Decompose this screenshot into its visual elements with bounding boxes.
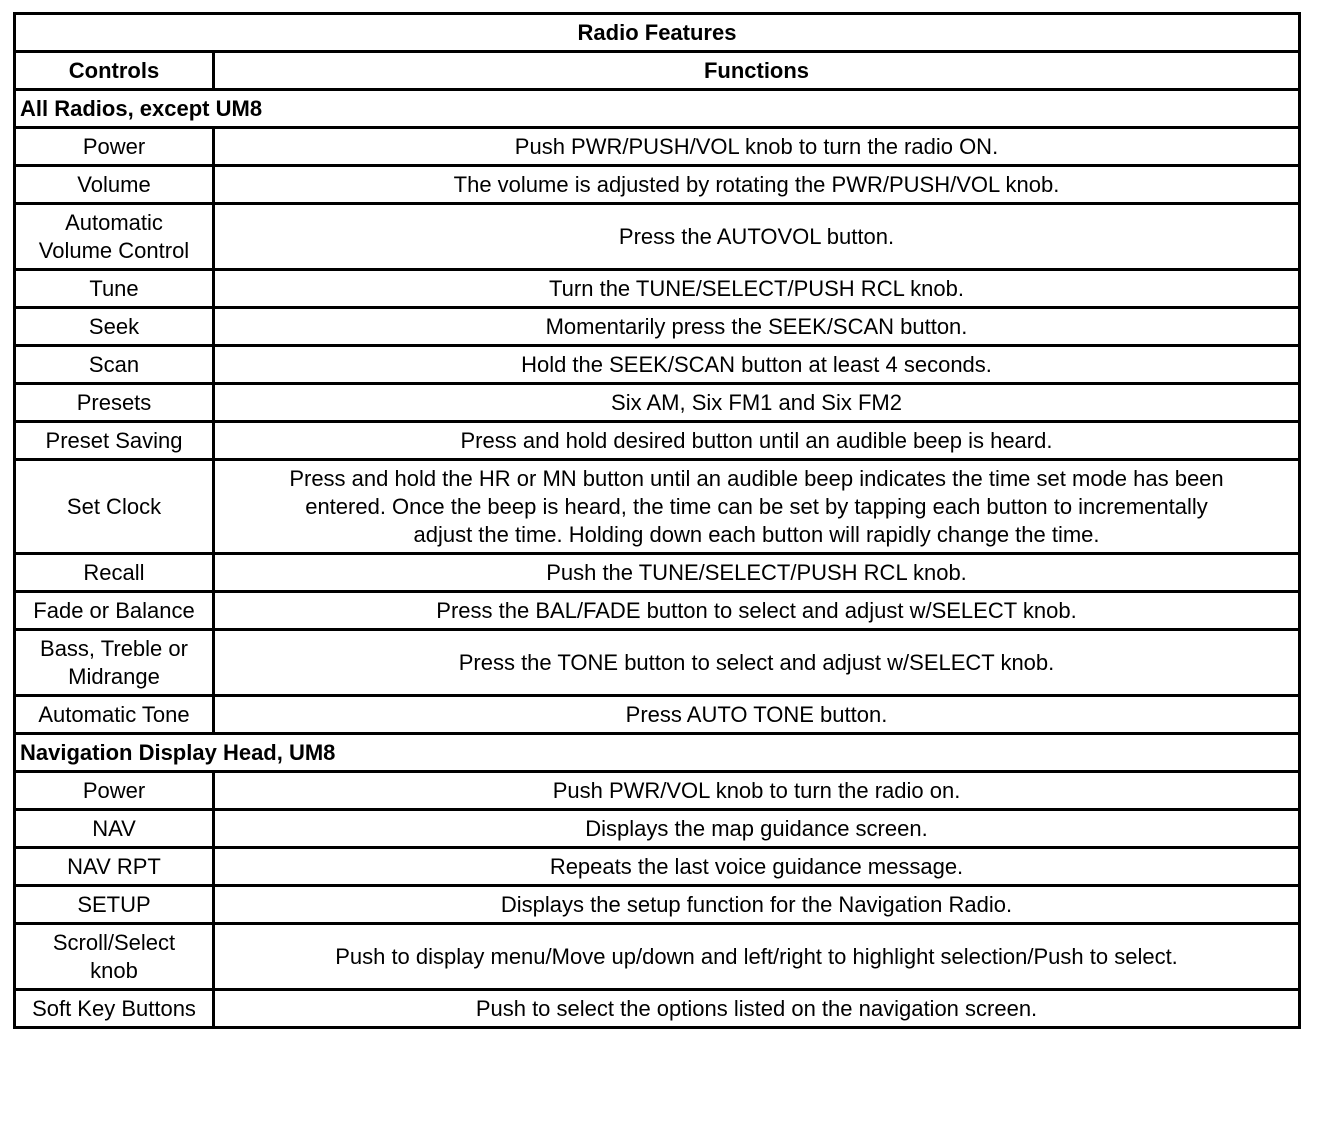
table-row bbox=[15, 924, 1300, 990]
control-cell: Soft Key Buttons bbox=[15, 990, 214, 1028]
radio-features-table bbox=[13, 12, 1301, 1029]
section-heading: Navigation Display Head, UM8 bbox=[15, 734, 1300, 772]
section-header-row bbox=[15, 90, 1300, 128]
table-row bbox=[15, 166, 1300, 204]
function-cell: Push PWR/PUSH/VOL knob to turn the radio ON. bbox=[214, 128, 1300, 166]
function-cell: Displays the map guidance screen. bbox=[214, 810, 1300, 848]
control-cell: SETUP bbox=[15, 886, 214, 924]
function-cell: Push PWR/VOL knob to turn the radio on. bbox=[214, 772, 1300, 810]
table-body bbox=[15, 90, 1300, 1028]
table-row bbox=[15, 848, 1300, 886]
control-cell: Volume bbox=[15, 166, 214, 204]
table-row bbox=[15, 128, 1300, 166]
table-row bbox=[15, 810, 1300, 848]
control-cell: Recall bbox=[15, 554, 214, 592]
table-row bbox=[15, 346, 1300, 384]
function-cell: Press AUTO TONE button. bbox=[214, 696, 1300, 734]
column-header-controls: Controls bbox=[15, 52, 214, 90]
function-cell: Press the TONE button to select and adjust w/SELECT knob. bbox=[214, 630, 1300, 696]
function-cell: Displays the setup function for the Navigation Radio. bbox=[214, 886, 1300, 924]
control-cell: NAV bbox=[15, 810, 214, 848]
control-cell: Tune bbox=[15, 270, 214, 308]
table-row bbox=[15, 592, 1300, 630]
function-cell: Press the BAL/FADE button to select and adjust w/SELECT knob. bbox=[214, 592, 1300, 630]
control-cell: Fade or Balance bbox=[15, 592, 214, 630]
control-cell: Scroll/Select knob bbox=[15, 924, 214, 990]
table-row bbox=[15, 886, 1300, 924]
function-cell: Six AM, Six FM1 and Six FM2 bbox=[214, 384, 1300, 422]
function-cell: Push the TUNE/SELECT/PUSH RCL knob. bbox=[214, 554, 1300, 592]
table-title-row bbox=[15, 14, 1300, 52]
table-row bbox=[15, 554, 1300, 592]
table-row bbox=[15, 384, 1300, 422]
control-cell: Preset Saving bbox=[15, 422, 214, 460]
table-row bbox=[15, 772, 1300, 810]
function-cell: Hold the SEEK/SCAN button at least 4 seconds. bbox=[214, 346, 1300, 384]
table-row bbox=[15, 460, 1300, 554]
control-cell: Automatic Volume Control bbox=[15, 204, 214, 270]
table-row bbox=[15, 422, 1300, 460]
control-cell: Power bbox=[15, 772, 214, 810]
section-heading: All Radios, except UM8 bbox=[15, 90, 1300, 128]
control-cell: NAV RPT bbox=[15, 848, 214, 886]
column-header-functions: Functions bbox=[214, 52, 1300, 90]
table-title: Radio Features bbox=[15, 14, 1300, 52]
function-cell: Press and hold the HR or MN button until an audible beep indicates the time set mode has been entered. Once the beep is heard, the time can be set by tapping each button to incrementally adjust the time. Holding down each button will rapidly change the time. bbox=[214, 460, 1300, 554]
table-row bbox=[15, 270, 1300, 308]
control-cell: Scan bbox=[15, 346, 214, 384]
control-cell: Bass, Treble or Midrange bbox=[15, 630, 214, 696]
control-cell: Set Clock bbox=[15, 460, 214, 554]
control-cell: Seek bbox=[15, 308, 214, 346]
control-cell: Presets bbox=[15, 384, 214, 422]
function-cell: Push to display menu/Move up/down and left/right to highlight selection/Push to select. bbox=[214, 924, 1300, 990]
function-cell: Push to select the options listed on the navigation screen. bbox=[214, 990, 1300, 1028]
table-row bbox=[15, 696, 1300, 734]
table-row bbox=[15, 204, 1300, 270]
function-cell: Repeats the last voice guidance message. bbox=[214, 848, 1300, 886]
control-cell: Automatic Tone bbox=[15, 696, 214, 734]
function-cell: Momentarily press the SEEK/SCAN button. bbox=[214, 308, 1300, 346]
function-cell: Press the AUTOVOL button. bbox=[214, 204, 1300, 270]
function-cell: Press and hold desired button until an audible beep is heard. bbox=[214, 422, 1300, 460]
control-cell: Power bbox=[15, 128, 214, 166]
function-cell: The volume is adjusted by rotating the PWR/PUSH/VOL knob. bbox=[214, 166, 1300, 204]
table-row bbox=[15, 630, 1300, 696]
section-header-row bbox=[15, 734, 1300, 772]
column-header-row bbox=[15, 52, 1300, 90]
table-row bbox=[15, 990, 1300, 1028]
table-row bbox=[15, 308, 1300, 346]
function-cell: Turn the TUNE/SELECT/PUSH RCL knob. bbox=[214, 270, 1300, 308]
